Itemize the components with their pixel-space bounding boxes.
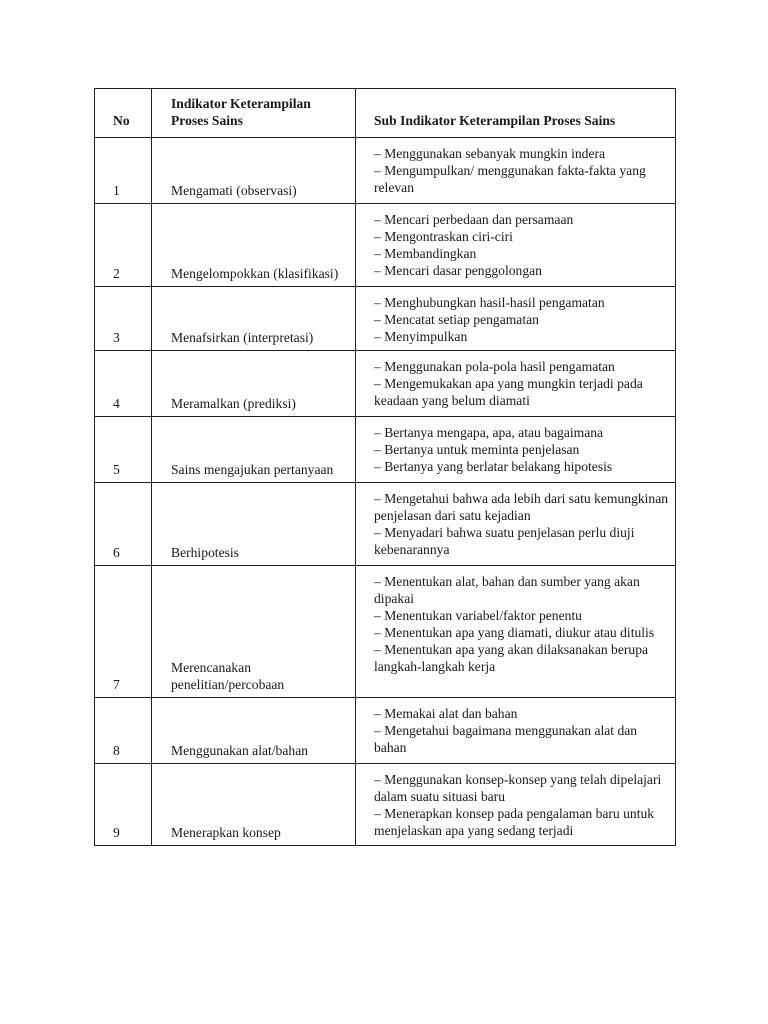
sub-indicator-item: – Menentukan variabel/faktor penentu: [374, 608, 582, 623]
sub-indicator-item: – Mengetahui bahwa ada lebih dari satu kemungkinan penjelasan dari satu kejadian: [374, 491, 669, 523]
row-number: 6: [95, 483, 152, 566]
sub-indicator-item: – Mencatat setiap pengamatan: [374, 312, 539, 327]
row-number: 1: [95, 138, 152, 204]
row-sub-indicators: [356, 698, 676, 764]
row-indicator: Meramalkan (prediksi): [152, 351, 356, 417]
table-row: [95, 566, 676, 698]
row-sub-indicators: [356, 764, 676, 846]
sub-indicator-item: – Bertanya untuk meminta penjelasan: [374, 442, 580, 457]
row-number: 2: [95, 204, 152, 287]
sub-indicator-item: – Menggunakan sebanyak mungkin indera: [374, 146, 606, 161]
row-number: 7: [95, 566, 152, 698]
table-row: [95, 417, 676, 483]
sub-indicator-item: – Mengontraskan ciri-ciri: [374, 229, 513, 244]
header-no: No: [95, 89, 152, 138]
sub-indicator-item: – Menyimpulkan: [374, 329, 468, 344]
row-indicator: Menerapkan konsep: [152, 764, 356, 846]
sub-indicator-item: – Mengumpulkan/ menggunakan fakta-fakta yang relevan: [374, 163, 646, 195]
table-row: [95, 698, 676, 764]
sub-indicator-item: – Menentukan alat, bahan dan sumber yang akan dipakai: [374, 574, 640, 606]
sub-indicator-item: – Bertanya mengapa, apa, atau bagaimana: [374, 425, 604, 440]
sub-indicator-item: – Mencari dasar penggolongan: [374, 263, 542, 278]
row-indicator: Menggunakan alat/bahan: [152, 698, 356, 764]
row-indicator: Sains mengajukan pertanyaan: [152, 417, 356, 483]
row-sub-indicators: [356, 287, 676, 351]
header-indicator: Indikator Keterampilan Proses Sains: [152, 89, 356, 138]
table-row: [95, 764, 676, 846]
row-indicator: Mengelompokkan (klasifikasi): [152, 204, 356, 287]
table-row: [95, 351, 676, 417]
sub-indicator-item: – Bertanya yang berlatar belakang hipotesis: [374, 459, 613, 474]
sub-indicator-item: – Menggunakan konsep-konsep yang telah dipelajari dalam suatu situasi baru: [374, 772, 662, 804]
row-indicator: Menafsirkan (interpretasi): [152, 287, 356, 351]
header-sub-indicator: Sub Indikator Keterampilan Proses Sains: [356, 89, 676, 138]
row-number: 5: [95, 417, 152, 483]
row-number: 4: [95, 351, 152, 417]
row-indicator: Mengamati (observasi): [152, 138, 356, 204]
row-sub-indicators: [356, 138, 676, 204]
row-number: 3: [95, 287, 152, 351]
table-row: [95, 483, 676, 566]
table-body: [95, 138, 676, 846]
row-sub-indicators: [356, 483, 676, 566]
table-row: [95, 287, 676, 351]
sub-indicator-item: – Mengemukakan apa yang mungkin terjadi pada keadaan yang belum diamati: [374, 376, 643, 408]
sub-indicator-item: – Menghubungkan hasil-hasil pengamatan: [374, 295, 605, 310]
table-header-row: [95, 89, 676, 138]
sub-indicator-item: – Mencari perbedaan dan persamaan: [374, 212, 574, 227]
science-process-skills-table: [94, 88, 676, 846]
row-indicator: Merencanakan penelitian/percobaan: [152, 566, 356, 698]
sub-indicator-item: – Menggunakan pola-pola hasil pengamatan: [374, 359, 615, 374]
table-row: [95, 138, 676, 204]
sub-indicator-item: – Menentukan apa yang akan dilaksanakan berupa langkah-langkah kerja: [374, 642, 649, 674]
sub-indicator-item: – Menyadari bahwa suatu penjelasan perlu diuji kebenarannya: [374, 525, 635, 557]
sub-indicator-item: – Menentukan apa yang diamati, diukur atau ditulis: [374, 625, 655, 640]
row-number: 9: [95, 764, 152, 846]
sub-indicator-item: – Menerapkan konsep pada pengalaman baru untuk menjelaskan apa yang sedang terjadi: [374, 806, 655, 838]
sub-indicator-item: – Mengetahui bagaimana menggunakan alat dan bahan: [374, 723, 638, 755]
row-sub-indicators: [356, 204, 676, 287]
row-indicator: Berhipotesis: [152, 483, 356, 566]
table-row: [95, 204, 676, 287]
row-sub-indicators: [356, 417, 676, 483]
sub-indicator-item: – Membandingkan: [374, 246, 477, 261]
row-sub-indicators: [356, 566, 676, 698]
row-sub-indicators: [356, 351, 676, 417]
row-number: 8: [95, 698, 152, 764]
sub-indicator-item: – Memakai alat dan bahan: [374, 706, 518, 721]
